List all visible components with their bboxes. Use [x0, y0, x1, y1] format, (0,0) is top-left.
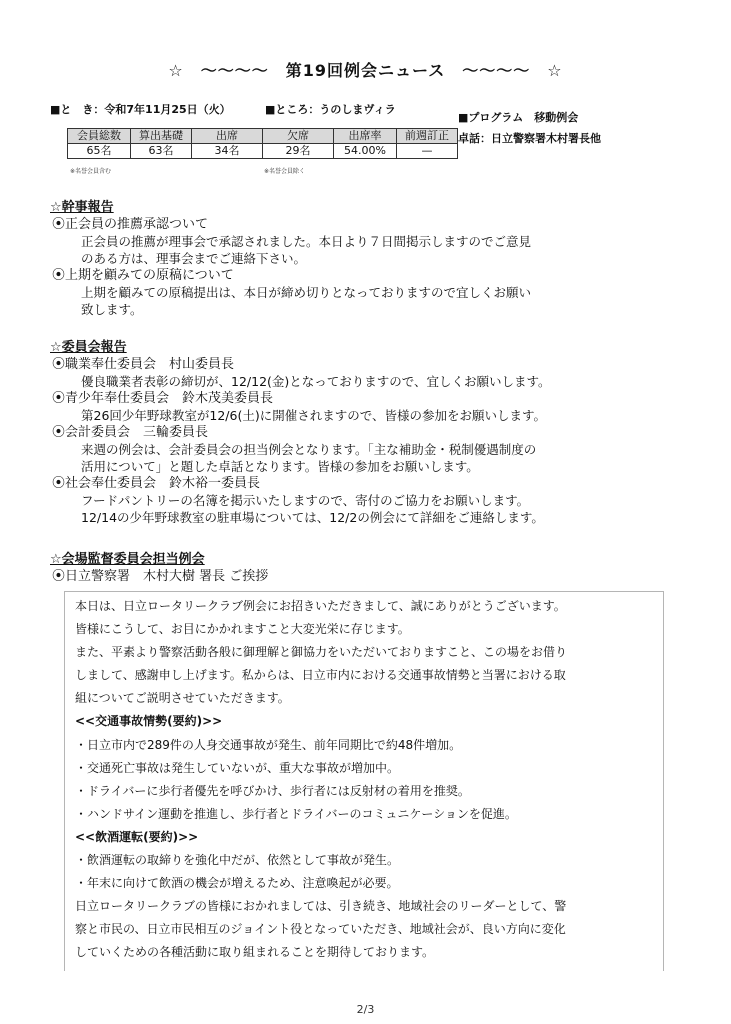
- attendance-header-row: [68, 129, 458, 144]
- speech-line: しまして、感謝申し上げます。私からは、日立市内における交通事故情勢と当署における取: [75, 668, 566, 683]
- speech-line: 日立ロータリークラブの皆様におかれましては、引き続き、地域社会のリーダーとして、警: [75, 899, 567, 914]
- speech-line: 皆様にこうして、お目にかかれますこと大変光栄に存じます。: [75, 622, 410, 637]
- speech-line: ・ドライバーに歩行者優先を呼びかけ、歩行者には反射材の着用を推奨。: [75, 783, 470, 798]
- meeting-place: ■ところ：うのしまヴィラ: [265, 103, 396, 116]
- venue-item-head: ⦿日立警察署 木村大樹 署長 ご挨拶: [52, 569, 269, 584]
- committee-report-title: ☆委員会報告: [50, 340, 127, 355]
- venue-meeting-title: ☆会場監督委員会担当例会: [50, 552, 205, 567]
- attendance-header-cell: 出席: [192, 129, 263, 144]
- speech-subheading: <<飲酒運転(要約)>>: [75, 829, 199, 844]
- attendance-header-cell: 算出基礎: [131, 129, 192, 144]
- report-item-head: ⦿正会員の推薦承認ついて: [52, 217, 209, 232]
- page-number: 2/3: [356, 1003, 375, 1016]
- committee-item-line: フードパントリーの名簿を掲示いたしますので、寄付のご協力をお願いします。: [81, 493, 530, 508]
- speech-subheading: <<交通事故情勢(要約)>>: [75, 714, 223, 729]
- committee-item-line: 12/14の少年野球教室の駐車場については、12/2の例会にて詳細をご連絡します。: [81, 510, 544, 525]
- speech-line: また、平素より警察活動各般に御理解と御協力をいただいておりますこと、この場をお借り: [75, 645, 568, 660]
- committee-item-line: 活用について」と題した卓話となります。皆様の参加をお願いします。: [81, 459, 479, 474]
- committee-item-head: ⦿会計委員会 三輪委員長: [52, 425, 209, 440]
- speech-line: 本日は、日立ロータリークラブ例会にお招きいただきまして、誠にありがとうございます。: [75, 599, 566, 613]
- committee-item-head: ⦿青少年奉仕委員会 鈴木茂美委員長: [52, 391, 274, 406]
- attendance-value-cell: —: [397, 144, 458, 159]
- meeting-date: ■と き：令和7年11月25日（火）: [50, 103, 231, 116]
- meeting-program: ■プログラム 移動例会: [458, 111, 579, 124]
- committee-item-head: ⦿職業奉仕委員会 村山委員長: [52, 357, 235, 372]
- attendance-value-cell: 34名: [192, 144, 263, 159]
- speech-lines: [75, 595, 653, 965]
- attendance-value-cell: 29名: [263, 144, 334, 159]
- attendance-note-left: ※名誉会員含む: [70, 168, 112, 175]
- report-item-line: 正会員の推薦が理事会で承認されました。本日より７日間掲示しますのでご意見: [81, 234, 532, 249]
- report-item-line: 上期を顧みての原稿提出は、本日が締め切りとなっておりますので宜しくお願い: [81, 285, 532, 300]
- page-title: ☆ ～～～～ 第19回例会ニュース ～～～～ ☆: [168, 61, 563, 80]
- speech-line: ・飲酒運転の取締りを強化中だが、依然として事故が発生。: [75, 853, 400, 868]
- attendance-value-cell: 65名: [68, 144, 131, 159]
- speech-line: ・交通死亡事故は発生していないが、重大な事故が増加中。: [75, 760, 400, 775]
- attendance-note-right: ※名誉会員除く: [264, 168, 306, 175]
- venue-meeting-section: [50, 551, 670, 585]
- speech-line: ・日立市内で289件の人身交通事故が発生、前年同期比で約48件増加。: [75, 737, 462, 752]
- attendance-header-cell: 前週訂正: [397, 129, 458, 144]
- speech-box: [64, 591, 664, 971]
- attendance-table: [67, 128, 458, 159]
- attendance-value-cell: 63名: [131, 144, 192, 159]
- attendance-header-cell: 出席率: [334, 129, 397, 144]
- speech-line: 察と市民の、日立市民相互のジョイント役となっていただき、地域社会が、良い方向に変化: [75, 922, 566, 937]
- attendance-header-cell: 欠席: [263, 129, 334, 144]
- committee-item-line: 第26回少年野球教室が12/6(土)に開催されますので、皆様の参加をお願いします。: [81, 408, 546, 423]
- committee-item-line: 来週の例会は、会計委員会の担当例会となります。「主な補助金・税制優遇制度の: [81, 442, 537, 457]
- speech-info: 卓話：日立警察署木村署長他: [458, 132, 601, 145]
- kanji-report-section: [50, 199, 670, 318]
- committee-item-line: 優良職業者表彰の締切が、12/12(金)となっておりますので、宜しくお願いします。: [81, 374, 551, 389]
- committee-report-section: [50, 339, 670, 526]
- attendance-header-cell: 会員総数: [68, 129, 131, 144]
- report-item-line: のある方は、理事会までご連絡下さい。: [81, 251, 307, 266]
- speech-line: 組についてご説明させていただきます。: [75, 691, 290, 706]
- report-item-head: ⦿上期を顧みての原稿について: [52, 268, 234, 283]
- speech-line: ・ハンドサイン運動を推進し、歩行者とドライバーのコミュニケーションを促進。: [75, 806, 517, 821]
- report-item-line: 致します。: [81, 302, 143, 317]
- attendance-value-row: [68, 144, 458, 159]
- kanji-report-title: ☆幹事報告: [50, 200, 114, 215]
- attendance-value-cell: 54.00%: [334, 144, 397, 159]
- committee-item-head: ⦿社会奉仕委員会 鈴木裕一委員長: [52, 476, 261, 491]
- speech-line: していくための各種活動に取り組まれることを期待しております。: [75, 945, 435, 960]
- speech-line: ・年末に向けて飲酒の機会が増えるため、注意喚起が必要。: [75, 876, 399, 891]
